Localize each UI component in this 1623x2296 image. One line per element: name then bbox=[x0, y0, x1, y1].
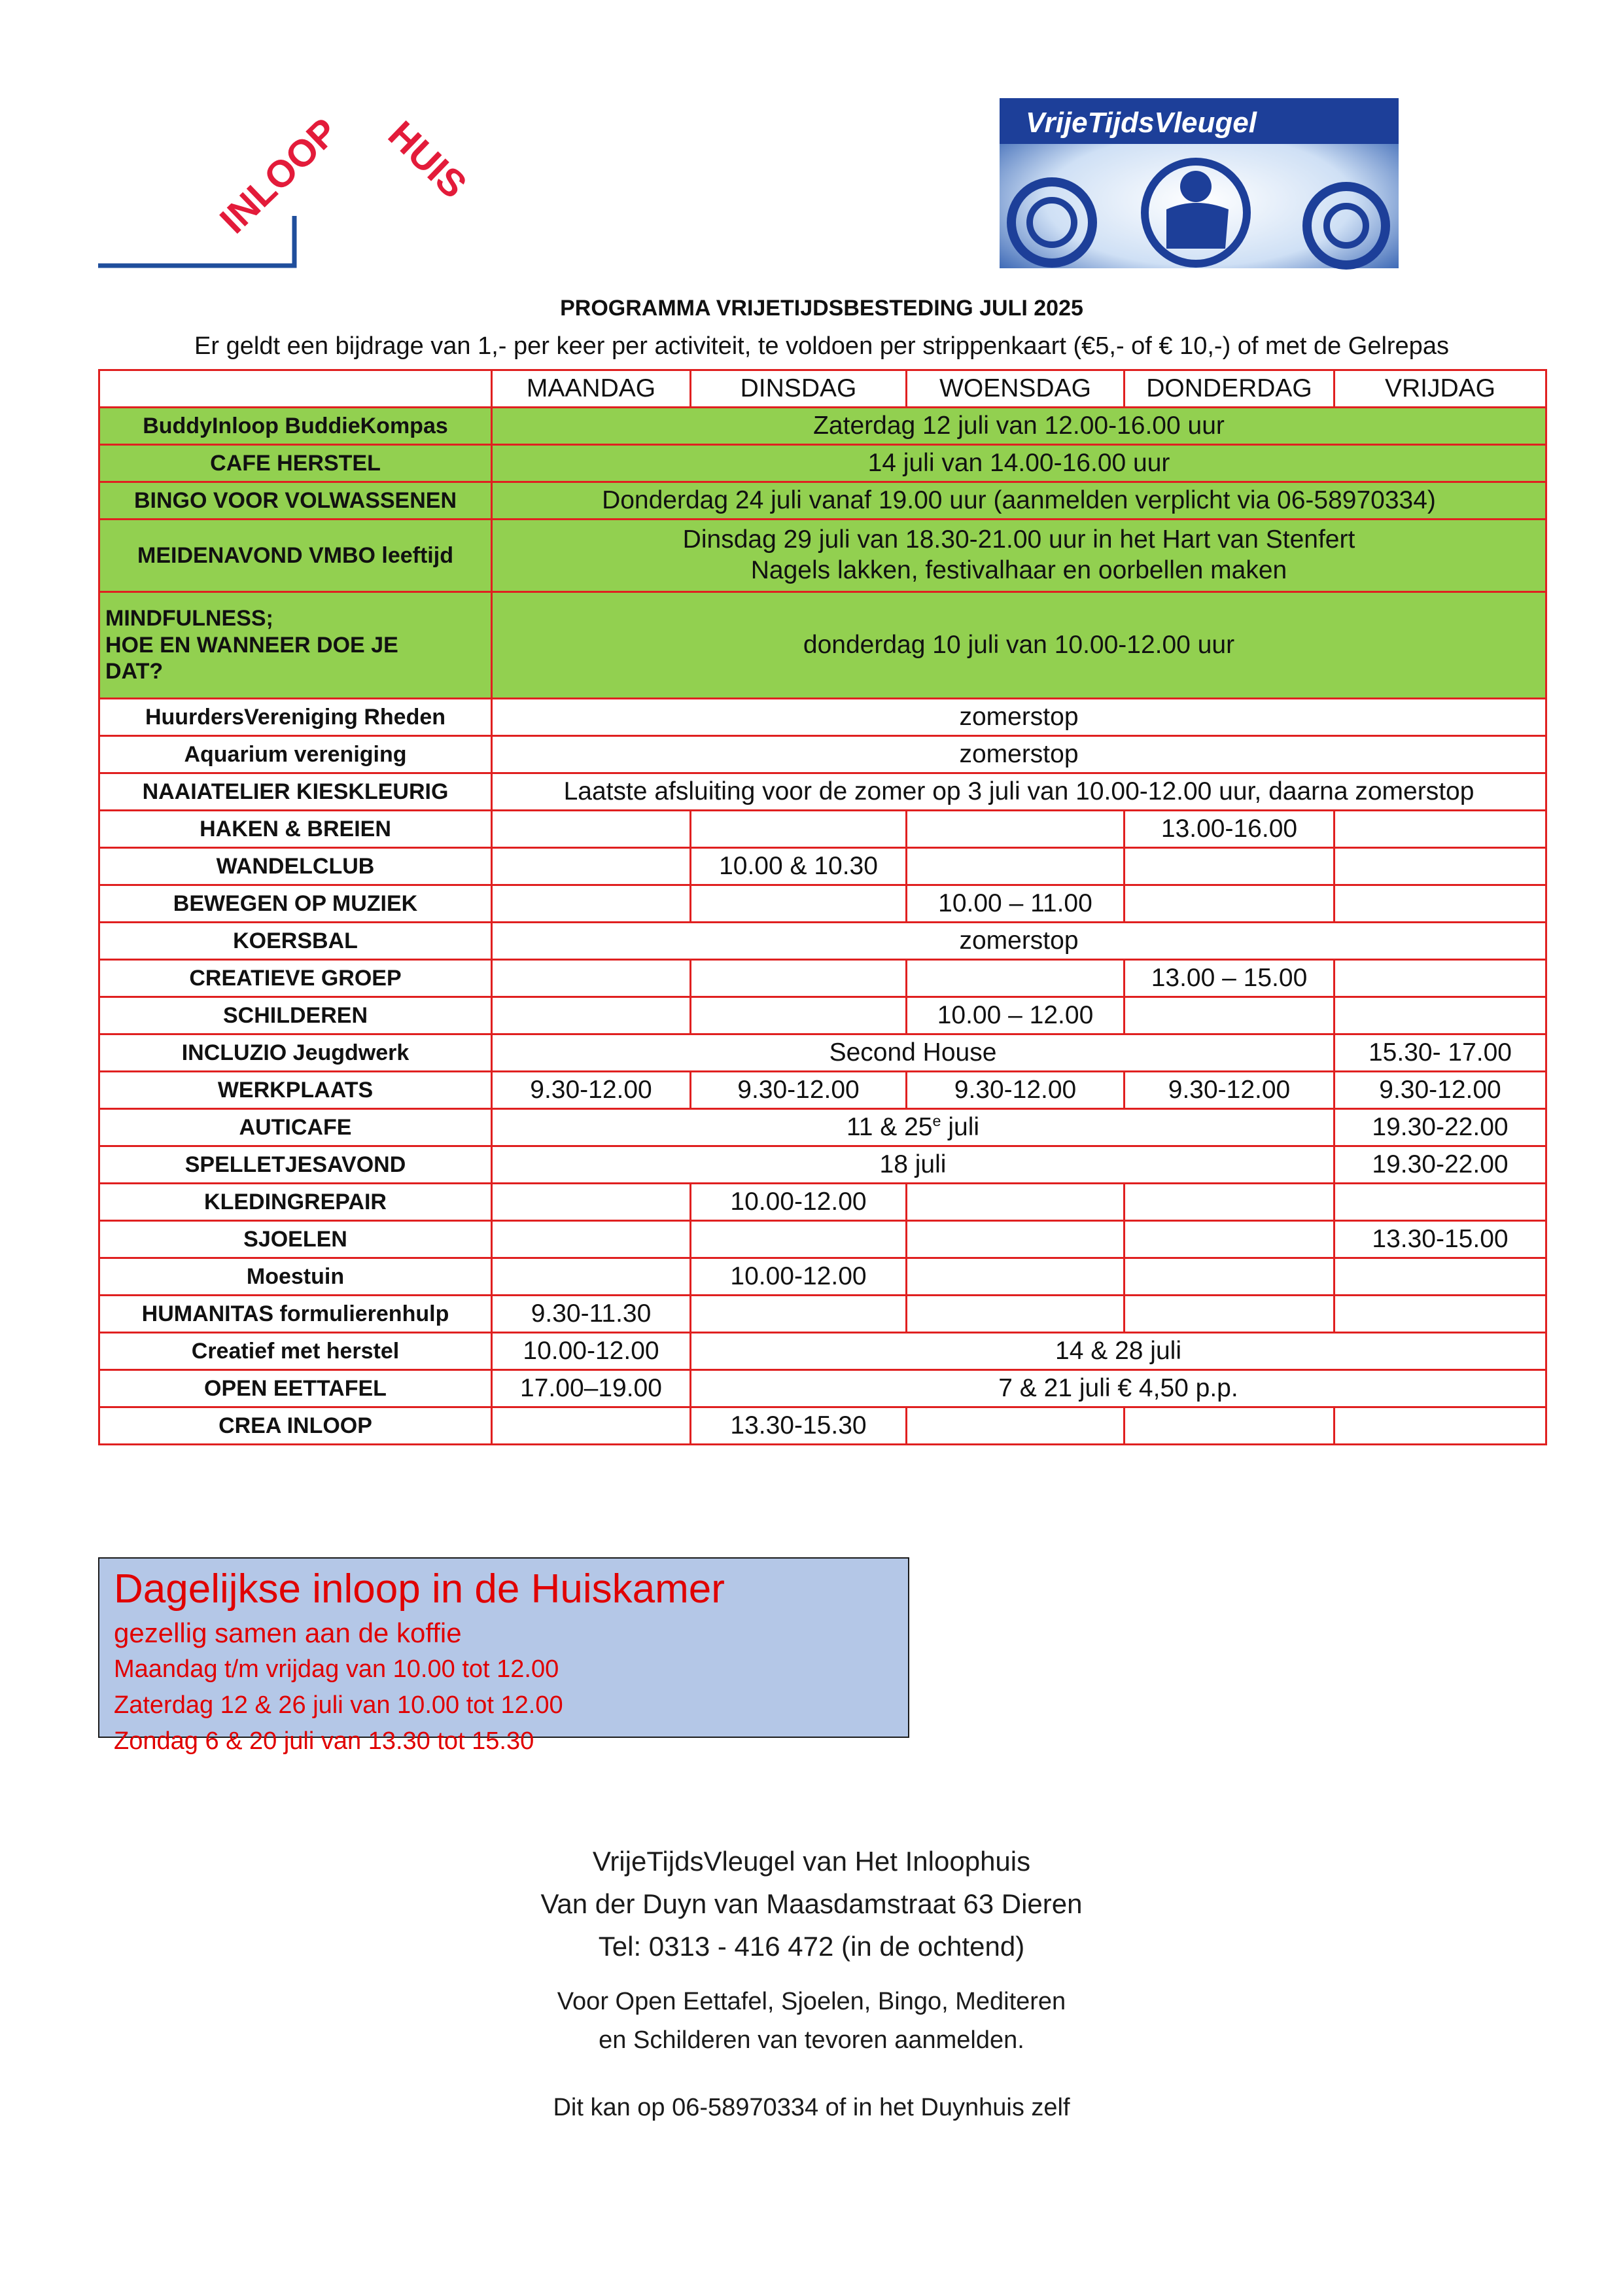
page-title: PROGRAMMA VRIJETIJDSBESTEDING JULI 2025 bbox=[560, 296, 1083, 321]
day-header: DINSDAG bbox=[691, 370, 907, 408]
schedule-cell bbox=[907, 1296, 1125, 1333]
contribution-note: Er geldt een bijdrage van 1,- per keer per activiteit, te voldoen per strippenkaart (€5,- of € 10,-) of met de Gelrepas bbox=[194, 332, 1449, 360]
footer-note bbox=[0, 1983, 1623, 2060]
schedule-row bbox=[99, 1370, 1546, 1407]
schedule-row bbox=[99, 445, 1546, 482]
activity-label-line: DAT? bbox=[105, 659, 164, 684]
footer-line: Voor Open Eettafel, Sjoelen, Bingo, Mediteren bbox=[557, 1988, 1066, 2015]
schedule-cell bbox=[492, 1258, 691, 1296]
schedule-cell: Zaterdag 12 juli van 12.00-16.00 uur bbox=[492, 408, 1546, 445]
corner-cell bbox=[99, 370, 492, 408]
activity-label: WERKPLAATS bbox=[99, 1072, 492, 1109]
inloop-line: Maandag t/m vrijdag van 10.00 tot 12.00 bbox=[114, 1655, 559, 1684]
activity-label: HuurdersVereniging Rheden bbox=[99, 699, 492, 736]
day-header: WOENSDAG bbox=[907, 370, 1125, 408]
activity-label: BuddyInloop BuddieKompas bbox=[99, 408, 492, 445]
schedule-cell: Donderdag 24 juli vanaf 19.00 uur (aanmelden verplicht via 06-58970334) bbox=[492, 482, 1546, 520]
schedule-cell: 9.30-12.00 bbox=[492, 1072, 691, 1109]
schedule-cell: 17.00–19.00 bbox=[492, 1370, 691, 1407]
schedule-cell bbox=[492, 520, 1546, 592]
schedule-cell: 10.00 – 11.00 bbox=[907, 885, 1125, 923]
schedule-cell bbox=[907, 1184, 1125, 1221]
schedule-row bbox=[99, 1034, 1546, 1072]
activity-label: Moestuin bbox=[99, 1258, 492, 1296]
schedule-cell-line: Dinsdag 29 juli van 18.30-21.00 uur in het Hart van Stenfert bbox=[682, 525, 1355, 554]
activity-label bbox=[99, 592, 492, 699]
day-header: MAANDAG bbox=[492, 370, 691, 408]
schedule-cell: zomerstop bbox=[492, 923, 1546, 960]
activity-label: Aquarium vereniging bbox=[99, 736, 492, 773]
schedule-row bbox=[99, 736, 1546, 773]
schedule-cell bbox=[492, 848, 691, 885]
footer-contact: Dit kan op 06-58970334 of in het Duynhuis zelf bbox=[553, 2094, 1070, 2121]
inloophuis-logo-text: INLOOP bbox=[211, 110, 346, 242]
activity-label: BEWEGEN OP MUZIEK bbox=[99, 885, 492, 923]
activity-label: AUTICAFE bbox=[99, 1109, 492, 1146]
schedule-cell bbox=[1335, 1407, 1546, 1445]
schedule-cell bbox=[691, 885, 907, 923]
footer-line: Tel: 0313 - 416 472 (in de ochtend) bbox=[598, 1931, 1025, 1962]
activity-label: CREA INLOOP bbox=[99, 1407, 492, 1445]
footer-line: en Schilderen van tevoren aanmelden. bbox=[599, 2026, 1024, 2054]
activity-label: WANDELCLUB bbox=[99, 848, 492, 885]
activity-label: SCHILDEREN bbox=[99, 997, 492, 1034]
schedule-cell bbox=[1125, 997, 1335, 1034]
schedule-cell: 9.30-11.30 bbox=[492, 1296, 691, 1333]
schedule-cell bbox=[1125, 1258, 1335, 1296]
schedule-cell bbox=[1335, 1296, 1546, 1333]
schedule-cell bbox=[691, 1296, 907, 1333]
schedule-cell bbox=[1125, 848, 1335, 885]
activity-label: OPEN EETTAFEL bbox=[99, 1370, 492, 1407]
schedule-row bbox=[99, 1333, 1546, 1370]
schedule-row bbox=[99, 1407, 1546, 1445]
schedule-row bbox=[99, 923, 1546, 960]
schedule-cell bbox=[691, 811, 907, 848]
schedule-row bbox=[99, 848, 1546, 885]
schedule-cell: donderdag 10 juli van 10.00-12.00 uur bbox=[492, 592, 1546, 699]
activity-label-line: HOE EN WANNEER DOE JE bbox=[105, 632, 398, 658]
schedule-cell bbox=[492, 811, 691, 848]
inloop-subtitle: gezellig samen aan de koffie bbox=[114, 1617, 462, 1648]
schedule-cell bbox=[907, 811, 1125, 848]
schedule-cell bbox=[1125, 1407, 1335, 1445]
schedule-cell bbox=[1335, 848, 1546, 885]
schedule-cell: 10.00-12.00 bbox=[691, 1184, 907, 1221]
inloop-title: Dagelijkse inloop in de Huiskamer bbox=[114, 1566, 725, 1612]
schedule-row bbox=[99, 592, 1546, 699]
vrijetijdsvleugel-logo bbox=[1000, 98, 1399, 268]
schedule-cell: Second House bbox=[492, 1034, 1335, 1072]
schedule-cell: 14 juli van 14.00-16.00 uur bbox=[492, 445, 1546, 482]
schedule-cell bbox=[691, 1221, 907, 1258]
activity-label: SPELLETJESAVOND bbox=[99, 1146, 492, 1184]
activity-label: NAAIATELIER KIESKLEURIG bbox=[99, 773, 492, 811]
schedule-cell bbox=[1335, 1184, 1546, 1221]
schedule-cell bbox=[1125, 1184, 1335, 1221]
activity-label: BINGO VOOR VOLWASSENEN bbox=[99, 482, 492, 520]
schedule-cell bbox=[907, 1258, 1125, 1296]
schedule-cell bbox=[1335, 811, 1546, 848]
schedule-cell bbox=[1335, 1258, 1546, 1296]
schedule-cell bbox=[492, 1184, 691, 1221]
activity-label: HAKEN & BREIEN bbox=[99, 811, 492, 848]
schedule-cell: 19.30-22.00 bbox=[1335, 1109, 1546, 1146]
schedule-cell bbox=[492, 1407, 691, 1445]
schedule-row bbox=[99, 997, 1546, 1034]
schedule-cell: 9.30-12.00 bbox=[691, 1072, 907, 1109]
inloophuis-logo bbox=[98, 98, 475, 275]
schedule-cell: 14 & 28 juli bbox=[691, 1333, 1546, 1370]
schedule-cell bbox=[492, 960, 691, 997]
schedule-cell: 19.30-22.00 bbox=[1335, 1146, 1546, 1184]
schedule-cell: 9.30-12.00 bbox=[907, 1072, 1125, 1109]
schedule-row bbox=[99, 1184, 1546, 1221]
schedule-cell: 18 juli bbox=[492, 1146, 1335, 1184]
schedule-row bbox=[99, 885, 1546, 923]
daily-inloop-box bbox=[98, 1557, 909, 1756]
schedule-cell: 9.30-12.00 bbox=[1125, 1072, 1335, 1109]
schedule-cell bbox=[907, 960, 1125, 997]
schedule-row bbox=[99, 482, 1546, 520]
schedule-cell: zomerstop bbox=[492, 736, 1546, 773]
schedule-cell: 10.00-12.00 bbox=[492, 1333, 691, 1370]
schedule-cell bbox=[907, 1221, 1125, 1258]
schedule-row bbox=[99, 1072, 1546, 1109]
schedule-row bbox=[99, 960, 1546, 997]
day-header: DONDERDAG bbox=[1125, 370, 1335, 408]
schedule-cell: 13.00-16.00 bbox=[1125, 811, 1335, 848]
activity-label: CAFE HERSTEL bbox=[99, 445, 492, 482]
activity-label: KLEDINGREPAIR bbox=[99, 1184, 492, 1221]
schedule-cell bbox=[1335, 997, 1546, 1034]
schedule-row bbox=[99, 1109, 1546, 1146]
schedule-cell bbox=[1335, 960, 1546, 997]
schedule-cell-text: 11 & 25 bbox=[846, 1113, 933, 1142]
schedule-cell: 15.30- 17.00 bbox=[1335, 1034, 1546, 1072]
footer-line: Van der Duyn van Maasdamstraat 63 Dieren bbox=[540, 1888, 1083, 1920]
schedule-cell: Laatste afsluiting voor de zomer op 3 juli van 10.00-12.00 uur, daarna zomerstop bbox=[492, 773, 1546, 811]
schedule-cell bbox=[907, 1407, 1125, 1445]
inloop-line: Zaterdag 12 & 26 juli van 10.00 tot 12.00 bbox=[114, 1691, 563, 1720]
activity-label: INCLUZIO Jeugdwerk bbox=[99, 1034, 492, 1072]
activity-label-line: MINDFULNESS; bbox=[105, 605, 273, 631]
superscript: e bbox=[932, 1112, 941, 1130]
schedule-cell: 7 & 21 juli € 4,50 p.p. bbox=[691, 1370, 1546, 1407]
schedule-row bbox=[99, 1146, 1546, 1184]
schedule-cell bbox=[492, 885, 691, 923]
activity-label: CREATIEVE GROEP bbox=[99, 960, 492, 997]
schedule-cell-line: Nagels lakken, festivalhaar en oorbellen maken bbox=[750, 556, 1287, 584]
activity-label: Creatief met herstel bbox=[99, 1333, 492, 1370]
schedule-row bbox=[99, 520, 1546, 592]
schedule-cell bbox=[1125, 1221, 1335, 1258]
schedule-cell: 10.00 – 12.00 bbox=[907, 997, 1125, 1034]
schedule-cell bbox=[492, 1221, 691, 1258]
schedule-cell-text: juli bbox=[941, 1113, 980, 1142]
schedule-cell: 13.30-15.30 bbox=[691, 1407, 907, 1445]
schedule-row bbox=[99, 1258, 1546, 1296]
schedule-table bbox=[98, 369, 1547, 1445]
schedule-cell bbox=[691, 960, 907, 997]
activity-label: KOERSBAL bbox=[99, 923, 492, 960]
schedule-row bbox=[99, 408, 1546, 445]
schedule-cell: 10.00-12.00 bbox=[691, 1258, 907, 1296]
schedule-cell: zomerstop bbox=[492, 699, 1546, 736]
activity-label: SJOELEN bbox=[99, 1221, 492, 1258]
day-header: VRIJDAG bbox=[1335, 370, 1546, 408]
schedule-row bbox=[99, 773, 1546, 811]
schedule-row bbox=[99, 1221, 1546, 1258]
activity-label: HUMANITAS formulierenhulp bbox=[99, 1296, 492, 1333]
schedule-cell bbox=[907, 848, 1125, 885]
inloophuis-logo-text-2: HUIS bbox=[379, 113, 475, 207]
schedule-cell bbox=[1125, 885, 1335, 923]
schedule-cell bbox=[492, 1109, 1335, 1146]
schedule-cell: 10.00 & 10.30 bbox=[691, 848, 907, 885]
schedule-cell: 9.30-12.00 bbox=[1335, 1072, 1546, 1109]
vrijetijdsvleugel-logo-text: VrijeTijdsVleugel bbox=[1026, 107, 1257, 139]
schedule-cell bbox=[691, 997, 907, 1034]
schedule-row bbox=[99, 699, 1546, 736]
schedule-cell bbox=[1335, 885, 1546, 923]
schedule-row bbox=[99, 1296, 1546, 1333]
inloop-line: Zondag 6 & 20 juli van 13.30 tot 15.30 bbox=[114, 1727, 534, 1756]
schedule-cell: 13.00 – 15.00 bbox=[1125, 960, 1335, 997]
schedule-row bbox=[99, 811, 1546, 848]
footer-address bbox=[0, 1840, 1623, 1968]
schedule-cell bbox=[492, 997, 691, 1034]
schedule-cell: 13.30-15.00 bbox=[1335, 1221, 1546, 1258]
day-header-row bbox=[99, 370, 1546, 408]
activity-label: MEIDENAVOND VMBO leeftijd bbox=[99, 520, 492, 592]
schedule-cell bbox=[1125, 1296, 1335, 1333]
footer-line: VrijeTijdsVleugel van Het Inloophuis bbox=[592, 1846, 1031, 1877]
